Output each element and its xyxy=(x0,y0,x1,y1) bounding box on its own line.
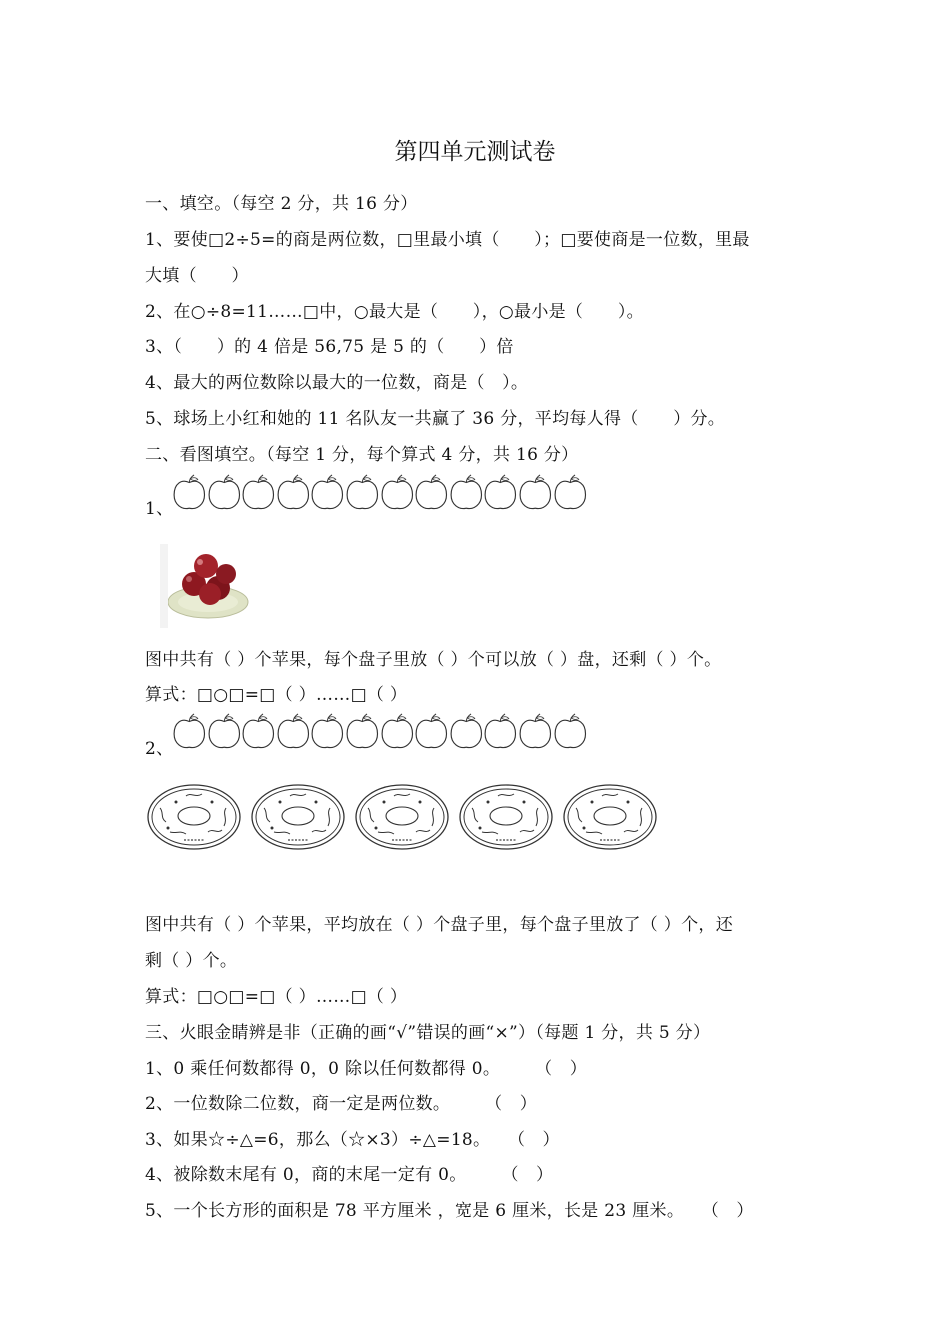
row-1-apple-icon xyxy=(553,474,588,512)
row-1-apple-icon xyxy=(276,474,311,512)
plate-outline-icon xyxy=(562,782,658,852)
row-1-apple-icon xyxy=(207,474,242,512)
row-1-apple-icon xyxy=(483,474,518,512)
row-1-apple-icon xyxy=(172,474,207,512)
picture-2-label: 2、 xyxy=(145,739,174,759)
row-1-apple-icon xyxy=(449,474,484,512)
row-2-apple-icon xyxy=(483,713,518,751)
question-1-1-line-2: 大填（ ） xyxy=(145,266,249,286)
picture-2-question-line-2: 剩（ ）个。 xyxy=(145,951,238,971)
picture-1-label: 1、 xyxy=(145,499,174,519)
row-1-apple-icon xyxy=(518,474,553,512)
true-false-item-3: 3、如果☆÷△=6，那么（☆×3）÷△=18。 （ ） xyxy=(145,1130,560,1150)
row-2-apple-icon xyxy=(449,713,484,751)
section-3-heading: 三、火眼金睛辨是非（正确的画“√”错误的画“×”）（每题 1 分，共 5 分） xyxy=(145,1023,711,1043)
question-1-5: 5、球场上小红和她的 11 名队友一共赢了 36 分，平均每人得（ ）分。 xyxy=(145,409,726,429)
row-2-apple-icon xyxy=(380,713,415,751)
apple-outline-row-2 xyxy=(172,713,587,751)
plate-outline-icon xyxy=(146,782,242,852)
section-1-heading: 一、填空。（每空 2 分，共 16 分） xyxy=(145,194,418,214)
row-1-apple-icon xyxy=(380,474,415,512)
question-1-2: 2、在○÷8=11……□中，○最大是（ ），○最小是（ ）。 xyxy=(145,302,644,322)
plate-outline-row xyxy=(146,782,658,852)
row-2-apple-icon xyxy=(207,713,242,751)
page-title: 第四单元测试卷 xyxy=(394,139,556,165)
row-2-apple-icon xyxy=(241,713,276,751)
question-1-4: 4、最大的两位数除以最大的一位数，商是（ ）。 xyxy=(145,373,529,393)
row-2-apple-icon xyxy=(172,713,207,751)
true-false-item-2: 2、一位数除二位数，商一定是两位数。 （ ） xyxy=(145,1094,538,1114)
apple-plate-photo xyxy=(160,544,250,628)
picture-1-formula: 算式：□○□=□（ ）……□（ ） xyxy=(145,685,408,705)
row-2-apple-icon xyxy=(345,713,380,751)
row-2-apple-icon xyxy=(518,713,553,751)
picture-2-question-line-1: 图中共有（ ）个苹果，平均放在（ ）个盘子里，每个盘子里放了（ ）个，还 xyxy=(145,915,734,935)
row-2-apple-icon xyxy=(276,713,311,751)
true-false-item-5: 5、一个长方形的面积是 78 平方厘米 ，宽是 6 厘米，长是 23 厘米。 （ ） xyxy=(145,1201,754,1221)
plate-outline-icon xyxy=(354,782,450,852)
section-2-heading: 二、看图填空。（每空 1 分，每个算式 4 分，共 16 分） xyxy=(145,445,579,465)
question-1-3: 3、（ ）的 4 倍是 56,75 是 5 的（ ）倍 xyxy=(145,337,514,357)
true-false-item-1: 1、0 乘任何数都得 0，0 除以任何数都得 0。 （ ） xyxy=(145,1059,587,1079)
picture-1-question: 图中共有（ ）个苹果，每个盘子里放（ ）个可以放（ ）盘，还剩（ ）个。 xyxy=(145,650,722,670)
row-1-apple-icon xyxy=(414,474,449,512)
true-false-item-4: 4、被除数末尾有 0，商的末尾一定有 0。 （ ） xyxy=(145,1165,554,1185)
row-2-apple-icon xyxy=(310,713,345,751)
plate-outline-icon xyxy=(250,782,346,852)
plate-outline-icon xyxy=(458,782,554,852)
row-1-apple-icon xyxy=(345,474,380,512)
row-2-apple-icon xyxy=(553,713,588,751)
apple-outline-row-1 xyxy=(172,474,587,512)
question-1-1-line-1: 1、要使□2÷5=的商是两位数，□里最小填（ ）；□要使商是一位数，里最 xyxy=(145,230,750,250)
row-2-apple-icon xyxy=(414,713,449,751)
row-1-apple-icon xyxy=(310,474,345,512)
row-1-apple-icon xyxy=(241,474,276,512)
picture-2-formula: 算式：□○□=□（ ）……□（ ） xyxy=(145,987,408,1007)
